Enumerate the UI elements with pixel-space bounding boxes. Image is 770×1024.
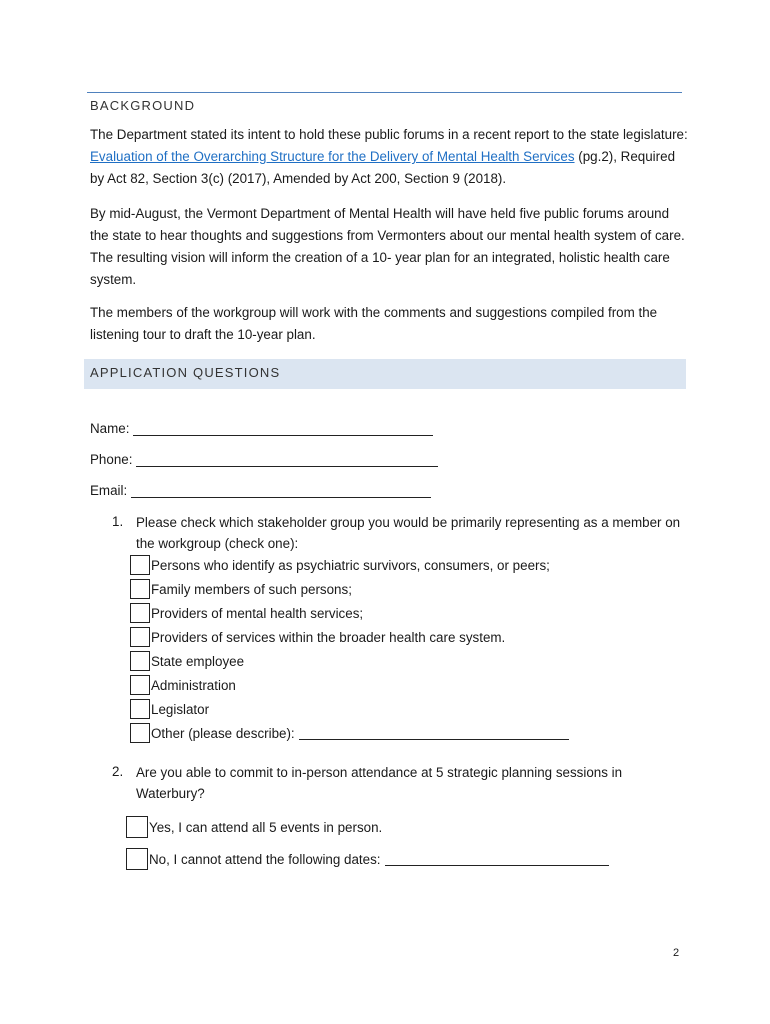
checkbox[interactable]: [130, 675, 150, 695]
question-1-number: 1.: [112, 514, 124, 529]
top-divider: [87, 92, 682, 93]
question-1-text: Please check which stakeholder group you would be primarily representing as a member on the workgroup (check one):: [136, 515, 681, 551]
option-other[interactable]: [130, 721, 569, 745]
option-label: Providers of services within the broader health care system.: [151, 629, 506, 645]
option-family-members[interactable]: [130, 577, 352, 601]
email-label: Email:: [90, 483, 128, 498]
checkbox[interactable]: [130, 627, 150, 647]
phone-input-line[interactable]: [136, 454, 438, 467]
option-label: Yes, I can attend all 5 events in person.: [149, 819, 383, 835]
checkbox[interactable]: [126, 816, 148, 838]
name-field: [90, 421, 433, 436]
background-paragraph-3: The members of the workgroup will work with the comments and suggestions compiled from the listening tour to draft the 10-year plan.: [90, 305, 658, 342]
evaluation-report-link[interactable]: Evaluation of the Overarching Structure for the Delivery of Mental Health Services: [90, 149, 575, 164]
option-label: Administration: [151, 677, 236, 693]
email-input-line[interactable]: [131, 485, 431, 498]
option-label: Persons who identify as psychiatric survivors, consumers, or peers;: [151, 557, 550, 573]
option-no-attend[interactable]: [126, 847, 609, 871]
email-field: [90, 483, 431, 498]
checkbox[interactable]: [130, 555, 150, 575]
option-label: Legislator: [151, 701, 210, 717]
phone-field: [90, 452, 438, 467]
question-2-number: 2.: [112, 764, 124, 779]
background-paragraph-1: [90, 124, 690, 190]
option-label: No, I cannot attend the following dates:: [149, 851, 381, 867]
option-administration[interactable]: [130, 673, 236, 697]
option-label: State employee: [151, 653, 245, 669]
checkbox[interactable]: [130, 699, 150, 719]
checkbox[interactable]: [130, 579, 150, 599]
option-label: Providers of mental health services;: [151, 605, 364, 621]
checkbox[interactable]: [130, 723, 150, 743]
option-yes-attend[interactable]: [126, 815, 382, 839]
option-label: Other (please describe):: [151, 725, 295, 741]
option-state-employee[interactable]: [130, 649, 244, 673]
name-label: Name:: [90, 421, 130, 436]
background-heading: BACKGROUND: [90, 98, 196, 113]
option-health-care-providers[interactable]: [130, 625, 505, 649]
other-describe-line[interactable]: [299, 727, 569, 740]
application-questions-heading: APPLICATION QUESTIONS: [90, 365, 281, 380]
checkbox[interactable]: [130, 603, 150, 623]
question-2-text: Are you able to commit to in-person attendance at 5 strategic planning sessions in Waterbury?: [136, 765, 623, 801]
option-mental-health-providers[interactable]: [130, 601, 363, 625]
para1-text-after: (pg.2), Required by Act 82, Section 3(c) (2017), Amended by Act 200, Section 9 (2018).: [90, 149, 676, 186]
phone-label: Phone:: [90, 452, 133, 467]
dates-input-line[interactable]: [385, 853, 609, 866]
para1-text-before: The Department stated its intent to hold these public forums in a recent report to the state legislature:: [90, 127, 688, 142]
application-questions-banner: [84, 359, 686, 389]
checkbox[interactable]: [130, 651, 150, 671]
option-label: Family members of such persons;: [151, 581, 352, 597]
background-paragraph-2: By mid-August, the Vermont Department of Mental Health will have held five public forums around the state to hear thoughts and suggestions from Vermonters about our mental health system of care. The resulting vision will inform the creation of a 10- year plan for an integrated, holistic health care system.: [90, 206, 685, 287]
option-psychiatric-survivors[interactable]: [130, 553, 550, 577]
option-legislator[interactable]: [130, 697, 209, 721]
name-input-line[interactable]: [133, 423, 433, 436]
checkbox[interactable]: [126, 848, 148, 870]
page-number: 2: [673, 947, 680, 959]
